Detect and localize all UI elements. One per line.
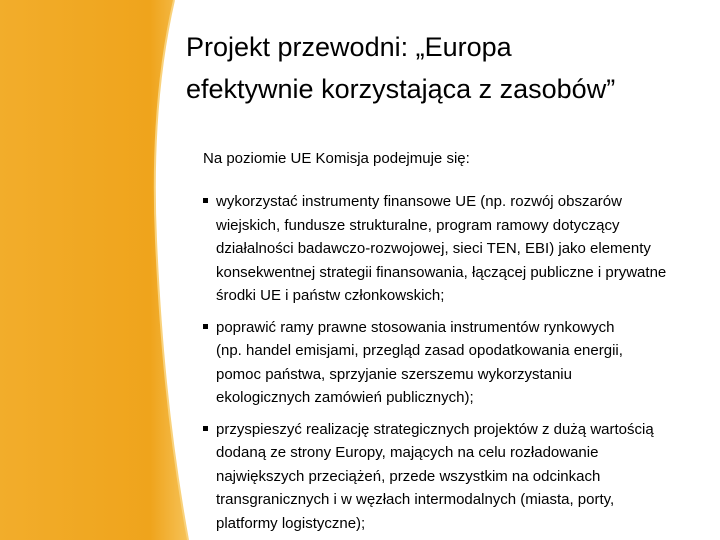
bullet-item [203,418,708,536]
bullet-text-line: ekologicznych zamówień publicznych); [216,389,474,406]
bullet-text-line: (np. handel emisjami, przegląd zasad opodatkowania energii, [216,342,623,359]
intro-text: Na poziomie UE Komisja podejmuje się: [203,150,470,167]
slide-title-line: Projekt przewodni: „Europa [186,32,512,62]
bullet-text-line: konsekwentnej strategii finansowania, łączącej publiczne i prywatne [216,263,667,281]
bullet-text-line: wykorzystać instrumenty finansowe UE (np. rozwój obszarów [216,193,622,210]
square-bullet-icon [203,198,208,203]
slide-title-line: efektywnie korzystająca z zasobów” [186,74,616,104]
bullet-text-line: pomoc państwa, sprzyjanie szerszemu wykorzystaniu [216,365,572,383]
bullet-text-line: transgranicznych i w węzłach intermodalnych (miasta, porty, [216,491,615,508]
bullet-text-line: dodaną ze strony Europy, mających na celu rozładowanie [216,444,599,461]
bullet-text-line: wiejskich, fundusze strukturalne, program ramowy dotyczący [216,216,620,234]
bullet-list [203,190,708,535]
square-bullet-icon [203,324,208,329]
bullet-text-line: największych przeciążeń, przede wszystkim na odcinkach [216,467,601,485]
bullet-text-line: platformy logistyczne); [216,514,366,532]
slide-title [186,26,706,110]
bullet-text-line: działalności badawczo-rozwojowej, sieci TEN, EBI) jako elementy [216,240,651,257]
bullet-item [203,316,708,410]
bullet-text-line: środki UE i państw członkowskich; [216,287,445,304]
square-bullet-icon [203,426,208,431]
bullet-text-line: poprawić ramy prawne stosowania instrumentów rynkowych [216,318,615,336]
bullet-text-line: przyspieszyć realizację strategicznych projektów z dużą wartością [216,420,654,438]
bullet-item [203,190,708,308]
